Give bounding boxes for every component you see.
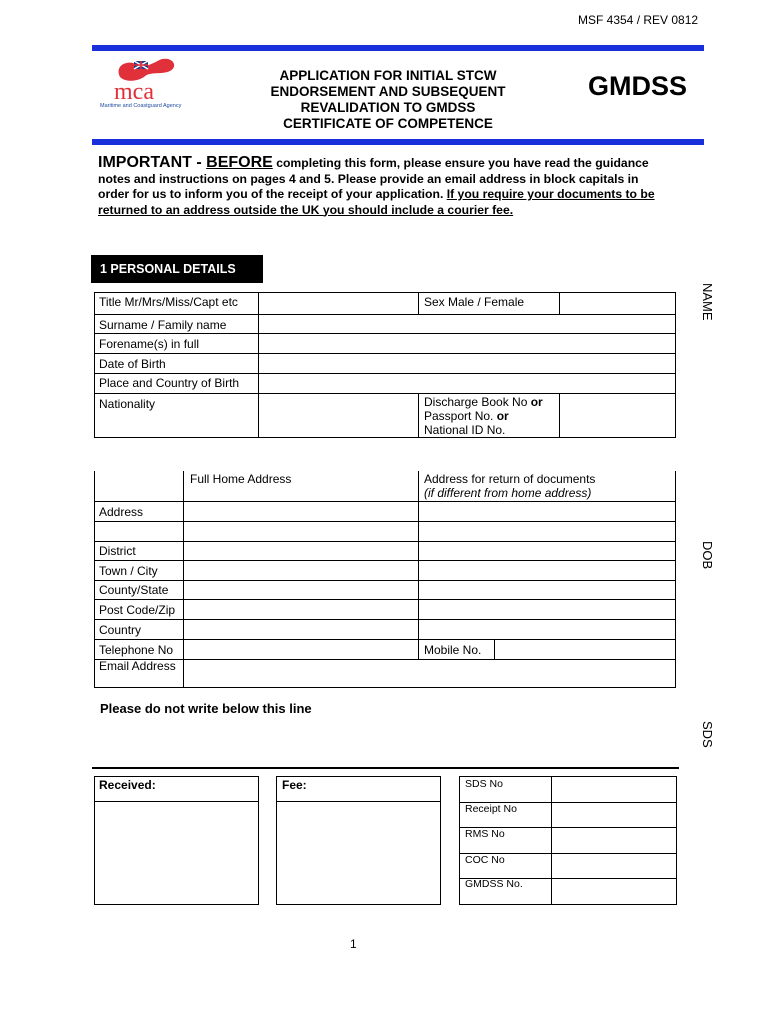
important-before: BEFORE <box>206 154 273 171</box>
district-label: District <box>99 544 136 558</box>
birthplace-label: Place and Country of Birth <box>99 376 240 390</box>
received-label: Received: <box>99 778 156 792</box>
nationality-label: Nationality <box>99 397 156 411</box>
surname-label: Surname / Family name <box>99 318 227 332</box>
telephone-label: Telephone No <box>99 643 174 657</box>
form-title <box>250 68 526 132</box>
return-address-note: (if different from home address) <box>424 486 592 500</box>
coc-no-label: COC No <box>465 854 505 866</box>
important-lead: IMPORTANT - <box>98 154 207 171</box>
passport-label: Passport No. or <box>424 409 509 423</box>
sds-no-label: SDS No <box>465 778 503 790</box>
side-label-dob: DOB <box>700 541 715 570</box>
office-use-note: Please do not write below this line <box>100 701 312 716</box>
logo-subtitle: Maritime and Coastguard Agency <box>100 103 182 109</box>
courier-notice: If you require your documents to be returned to an address outside the UK you should include a courier fee. <box>98 187 655 217</box>
page-number: 1 <box>350 937 357 951</box>
logo-wordmark: mca <box>114 79 154 105</box>
title-line: REVALIDATION TO GMDSS <box>300 100 476 115</box>
rms-no-label: RMS No <box>465 828 505 840</box>
country-label: Country <box>99 623 142 637</box>
discharge-book-label: Discharge Book No or <box>424 395 543 409</box>
dob-label: Date of Birth <box>99 357 166 371</box>
title-line: APPLICATION FOR INITIAL STCW <box>279 68 497 83</box>
mobile-label: Mobile No. <box>424 643 482 657</box>
email-label: Email Address <box>99 659 176 673</box>
bottom-blue-rule <box>92 139 704 145</box>
sex-label: Sex Male / Female <box>424 295 525 309</box>
section-1-heading: 1 PERSONAL DETAILS <box>91 255 263 283</box>
gmdss-no-label: GMDSS No. <box>465 878 523 890</box>
fee-label: Fee: <box>282 778 307 792</box>
town-label: Town / City <box>99 564 158 578</box>
county-label: County/State <box>99 583 169 597</box>
important-notice <box>98 155 668 218</box>
national-id-label: National ID No. <box>424 423 506 437</box>
top-blue-rule <box>92 45 704 51</box>
title-label: Title Mr/Mrs/Miss/Capt etc <box>99 295 238 309</box>
address-label: Address <box>99 505 144 519</box>
postcode-label: Post Code/Zip <box>99 603 176 617</box>
home-address-header: Full Home Address <box>190 472 292 486</box>
side-label-sds: SDS <box>700 721 715 748</box>
side-label-name: NAME <box>700 283 715 321</box>
important-text: completing this form, please ensure you have read the guidance notes and instructions on pages 4 and 5. Please provide an email address in block capitals in order for us to inform you of the receipt of your application. <box>98 156 649 201</box>
return-address-header: Address for return of documents <box>424 472 596 486</box>
certificate-code: GMDSS <box>588 71 688 101</box>
title-line: CERTIFICATE OF COMPETENCE <box>283 116 493 131</box>
receipt-no-label: Receipt No <box>465 803 517 815</box>
form-reference: MSF 4354 / REV 0812 <box>578 13 699 27</box>
title-line: ENDORSEMENT AND SUBSEQUENT <box>270 84 506 99</box>
forenames-label: Forename(s) in full <box>99 337 200 351</box>
